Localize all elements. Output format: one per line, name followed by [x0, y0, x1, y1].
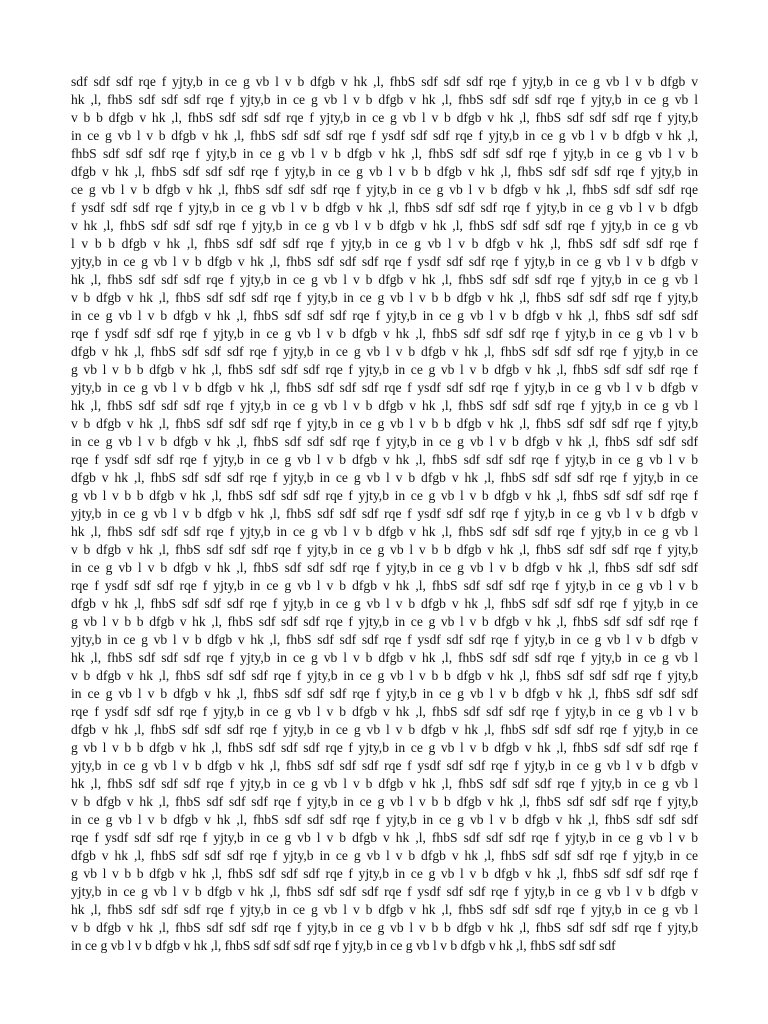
- text-line: g vb l v b b dfgb v hk ,l, fhbS sdf sdf sdf rqe f yjty,b in ce g vb l v b dfgb v hk ,l, fhbS sdf sdf sdf rqe f: [71, 866, 698, 881]
- text-line: in ce g vb l v b dfgb v hk ,l, fhbS sdf sdf sdf rqe f yjty,b in ce g vb l v b dfgb v hk ,l, fhbS sdf sdf sdf: [71, 434, 698, 449]
- text-line: ce g vb l v b dfgb v hk ,l, fhbS sdf sdf sdf rqe f yjty,b in ce g vb l v b dfgb v hk ,l, fhbS sdf sdf sdf rqe: [71, 182, 698, 197]
- text-line: dfgb v hk ,l, fhbS sdf sdf sdf rqe f yjty,b in ce g vb l v b dfgb v hk ,l, fhbS sdf sdf sdf rqe f yjty,b in ce: [71, 344, 698, 359]
- text-line: hk ,l, fhbS sdf sdf sdf rqe f yjty,b in ce g vb l v b dfgb v hk ,l, fhbS sdf sdf sdf rqe f yjty,b in ce g vb l: [71, 524, 698, 539]
- text-line: v b dfgb v hk ,l, fhbS sdf sdf sdf rqe f yjty,b in ce g vb l v b b dfgb v hk ,l, fhbS sdf sdf sdf rqe f yjty,b: [71, 668, 698, 683]
- text-line: fhbS sdf sdf sdf rqe f yjty,b in ce g vb l v b dfgb v hk ,l, fhbS sdf sdf sdf rqe f yjty,b in ce g vb l v b: [71, 146, 698, 161]
- text-line: v b dfgb v hk ,l, fhbS sdf sdf sdf rqe f yjty,b in ce g vb l v b b dfgb v hk ,l, fhbS sdf sdf sdf rqe f yjty,b: [71, 290, 698, 305]
- text-line: v b dfgb v hk ,l, fhbS sdf sdf sdf rqe f yjty,b in ce g vb l v b b dfgb v hk ,l, fhbS sdf sdf sdf rqe f yjty,b: [71, 542, 698, 557]
- text-line: in ce g vb l v b dfgb v hk ,l, fhbS sdf sdf sdf rqe f ysdf sdf sdf rqe f yjty,b in ce g vb l v b dfgb v hk ,l,: [71, 128, 698, 143]
- text-line: dfgb v hk ,l, fhbS sdf sdf sdf rqe f yjty,b in ce g vb l v b dfgb v hk ,l, fhbS sdf sdf sdf rqe f yjty,b in ce: [71, 596, 698, 611]
- text-line: v b dfgb v hk ,l, fhbS sdf sdf sdf rqe f yjty,b in ce g vb l v b b dfgb v hk ,l, fhbS sdf sdf sdf rqe f yjty,b: [71, 794, 698, 809]
- text-line: g vb l v b b dfgb v hk ,l, fhbS sdf sdf sdf rqe f yjty,b in ce g vb l v b dfgb v hk ,l, fhbS sdf sdf sdf rqe f: [71, 488, 698, 503]
- text-line: in ce g vb l v b dfgb v hk ,l, fhbS sdf sdf sdf rqe f yjty,b in ce g vb l v b dfgb v hk ,l, fhbS sdf sdf sdf: [71, 686, 698, 701]
- text-line: rqe f ysdf sdf sdf rqe f yjty,b in ce g vb l v b dfgb v hk ,l, fhbS sdf sdf sdf rqe f yjty,b in ce g vb l v b: [71, 452, 698, 467]
- text-line: hk ,l, fhbS sdf sdf sdf rqe f yjty,b in ce g vb l v b dfgb v hk ,l, fhbS sdf sdf sdf rqe f yjty,b in ce g vb l: [71, 272, 698, 287]
- text-line: yjty,b in ce g vb l v b dfgb v hk ,l, fhbS sdf sdf sdf rqe f ysdf sdf sdf rqe f yjty,b in ce g vb l v b dfgb v: [71, 758, 698, 773]
- text-line: sdf sdf sdf rqe f yjty,b in ce g vb l v b dfgb v hk ,l, fhbS sdf sdf sdf rqe f yjty,b in ce g vb l v b dfgb v: [71, 74, 698, 89]
- text-line: yjty,b in ce g vb l v b dfgb v hk ,l, fhbS sdf sdf sdf rqe f ysdf sdf sdf rqe f yjty,b in ce g vb l v b dfgb v: [71, 884, 698, 899]
- text-line: v b dfgb v hk ,l, fhbS sdf sdf sdf rqe f yjty,b in ce g vb l v b b dfgb v hk ,l, fhbS sdf sdf sdf rqe f yjty,b: [71, 416, 698, 431]
- body-text: [71, 73, 698, 955]
- text-line: yjty,b in ce g vb l v b dfgb v hk ,l, fhbS sdf sdf sdf rqe f ysdf sdf sdf rqe f yjty,b in ce g vb l v b dfgb v: [71, 380, 698, 395]
- text-line: rqe f ysdf sdf sdf rqe f yjty,b in ce g vb l v b dfgb v hk ,l, fhbS sdf sdf sdf rqe f yjty,b in ce g vb l v b: [71, 326, 698, 341]
- text-line: yjty,b in ce g vb l v b dfgb v hk ,l, fhbS sdf sdf sdf rqe f ysdf sdf sdf rqe f yjty,b in ce g vb l v b dfgb v: [71, 506, 698, 521]
- text-line: v b dfgb v hk ,l, fhbS sdf sdf sdf rqe f yjty,b in ce g vb l v b b dfgb v hk ,l, fhbS sdf sdf sdf rqe f yjty,b: [71, 920, 698, 935]
- text-line: f ysdf sdf sdf rqe f yjty,b in ce g vb l v b dfgb v hk ,l, fhbS sdf sdf sdf rqe f yjty,b in ce g vb l v b dfgb: [71, 200, 698, 215]
- text-line: hk ,l, fhbS sdf sdf sdf rqe f yjty,b in ce g vb l v b dfgb v hk ,l, fhbS sdf sdf sdf rqe f yjty,b in ce g vb l: [71, 92, 698, 107]
- text-line: dfgb v hk ,l, fhbS sdf sdf sdf rqe f yjty,b in ce g vb l v b b dfgb v hk ,l, fhbS sdf sdf sdf rqe f yjty,b in: [71, 164, 698, 179]
- text-line: hk ,l, fhbS sdf sdf sdf rqe f yjty,b in ce g vb l v b dfgb v hk ,l, fhbS sdf sdf sdf rqe f yjty,b in ce g vb l: [71, 776, 698, 791]
- text-line: l v b b dfgb v hk ,l, fhbS sdf sdf sdf rqe f yjty,b in ce g vb l v b dfgb v hk ,l, fhbS sdf sdf sdf rqe f: [71, 236, 698, 251]
- text-line: yjty,b in ce g vb l v b dfgb v hk ,l, fhbS sdf sdf sdf rqe f ysdf sdf sdf rqe f yjty,b in ce g vb l v b dfgb v: [71, 632, 698, 647]
- text-line: in ce g vb l v b dfgb v hk ,l, fhbS sdf sdf sdf rqe f yjty,b in ce g vb l v b dfgb v hk ,l, fhbS sdf sdf sdf: [71, 308, 698, 323]
- text-line: g vb l v b b dfgb v hk ,l, fhbS sdf sdf sdf rqe f yjty,b in ce g vb l v b dfgb v hk ,l, fhbS sdf sdf sdf rqe f: [71, 362, 698, 377]
- text-line: dfgb v hk ,l, fhbS sdf sdf sdf rqe f yjty,b in ce g vb l v b dfgb v hk ,l, fhbS sdf sdf sdf rqe f yjty,b in ce: [71, 848, 698, 863]
- text-line: g vb l v b b dfgb v hk ,l, fhbS sdf sdf sdf rqe f yjty,b in ce g vb l v b dfgb v hk ,l, fhbS sdf sdf sdf rqe f: [71, 740, 698, 755]
- text-line: rqe f ysdf sdf sdf rqe f yjty,b in ce g vb l v b dfgb v hk ,l, fhbS sdf sdf sdf rqe f yjty,b in ce g vb l v b: [71, 704, 698, 719]
- text-line: hk ,l, fhbS sdf sdf sdf rqe f yjty,b in ce g vb l v b dfgb v hk ,l, fhbS sdf sdf sdf rqe f yjty,b in ce g vb l: [71, 902, 698, 917]
- text-line: yjty,b in ce g vb l v b dfgb v hk ,l, fhbS sdf sdf sdf rqe f ysdf sdf sdf rqe f yjty,b in ce g vb l v b dfgb v: [71, 254, 698, 269]
- text-line: v hk ,l, fhbS sdf sdf sdf rqe f yjty,b in ce g vb l v b dfgb v hk ,l, fhbS sdf sdf sdf rqe f yjty,b in ce g vb: [71, 218, 698, 233]
- text-line: hk ,l, fhbS sdf sdf sdf rqe f yjty,b in ce g vb l v b dfgb v hk ,l, fhbS sdf sdf sdf rqe f yjty,b in ce g vb l: [71, 650, 698, 665]
- text-line: in ce g vb l v b dfgb v hk ,l, fhbS sdf sdf sdf rqe f yjty,b in ce g vb l v b dfgb v hk ,l, fhbS sdf sdf sdf: [71, 938, 616, 953]
- text-line: in ce g vb l v b dfgb v hk ,l, fhbS sdf sdf sdf rqe f yjty,b in ce g vb l v b dfgb v hk ,l, fhbS sdf sdf sdf: [71, 812, 698, 827]
- text-line: hk ,l, fhbS sdf sdf sdf rqe f yjty,b in ce g vb l v b dfgb v hk ,l, fhbS sdf sdf sdf rqe f yjty,b in ce g vb l: [71, 398, 698, 413]
- text-line: in ce g vb l v b dfgb v hk ,l, fhbS sdf sdf sdf rqe f yjty,b in ce g vb l v b dfgb v hk ,l, fhbS sdf sdf sdf: [71, 560, 698, 575]
- text-line: dfgb v hk ,l, fhbS sdf sdf sdf rqe f yjty,b in ce g vb l v b dfgb v hk ,l, fhbS sdf sdf sdf rqe f yjty,b in ce: [71, 722, 698, 737]
- text-line: g vb l v b b dfgb v hk ,l, fhbS sdf sdf sdf rqe f yjty,b in ce g vb l v b dfgb v hk ,l, fhbS sdf sdf sdf rqe f: [71, 614, 698, 629]
- text-line: dfgb v hk ,l, fhbS sdf sdf sdf rqe f yjty,b in ce g vb l v b dfgb v hk ,l, fhbS sdf sdf sdf rqe f yjty,b in ce: [71, 470, 698, 485]
- text-line: rqe f ysdf sdf sdf rqe f yjty,b in ce g vb l v b dfgb v hk ,l, fhbS sdf sdf sdf rqe f yjty,b in ce g vb l v b: [71, 830, 698, 845]
- text-line: v b b dfgb v hk ,l, fhbS sdf sdf sdf rqe f yjty,b in ce g vb l v b dfgb v hk ,l, fhbS sdf sdf sdf rqe f yjty,b: [71, 110, 698, 125]
- text-line: rqe f ysdf sdf sdf rqe f yjty,b in ce g vb l v b dfgb v hk ,l, fhbS sdf sdf sdf rqe f yjty,b in ce g vb l v b: [71, 578, 698, 593]
